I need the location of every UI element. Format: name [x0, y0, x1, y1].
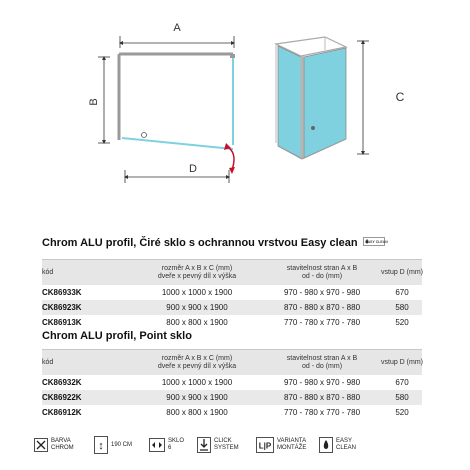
glass-thickness-icon [149, 438, 165, 452]
legend-item: ↕ 190 CM [94, 430, 132, 460]
feature-legend [34, 430, 434, 460]
table-row: CK86933K 1000 x 1000 x 1900 970 - 980 x 970 - 980 670 [42, 288, 409, 297]
dimension-diagrams [0, 0, 470, 215]
table-row: CK86922K 900 x 900 x 1900 870 - 880 x 870 - 880 580 [42, 390, 422, 405]
legend-item: EASY CLEAN [319, 430, 356, 460]
table-row: CK86923K 900 x 900 x 1900 870 - 880 x 870 - 880 580 [42, 300, 422, 315]
col-code: kód [42, 268, 54, 276]
click-system-icon [197, 437, 211, 453]
col-code: kód [42, 358, 54, 366]
isometric-view [276, 37, 405, 159]
svg-text:EASY CLEAN: EASY CLEAN [364, 240, 388, 245]
mounting-variant-icon [256, 437, 274, 453]
section-clear-glass [42, 236, 422, 330]
col-dims: rozměr A x B x C (mm) dveře x pevný díl x výška [157, 354, 237, 370]
col-entry: vstup D (mm) [381, 358, 423, 366]
col-adjust: stavitelnost stran A x B od - do (mm) [286, 354, 358, 370]
col-entry: vstup D (mm) [381, 268, 423, 276]
easy-clean-icon [319, 437, 333, 453]
table-header [42, 259, 422, 285]
section-title: Chrom ALU profil, Point sklo [42, 330, 192, 342]
table-row: CK86913K 800 x 800 x 1900 770 - 780 x 770 - 780 520 [42, 318, 409, 327]
label-d: D [189, 163, 197, 175]
col-dims: rozměr A x B x C (mm) dveře x pevný díl x výška [157, 264, 237, 280]
legend-item: CLICK SYSTEM [197, 430, 239, 460]
product-table [42, 349, 422, 420]
legend-item: BARVA CHROM [34, 430, 74, 460]
svg-text:↕: ↕ [98, 440, 104, 452]
section-point-glass [42, 329, 422, 420]
easy-clean-badge [363, 236, 388, 250]
legend-item: L|P VARIANTA MONTÁŽE [256, 430, 306, 460]
product-table [42, 259, 422, 330]
table-row: CK86912K 800 x 800 x 1900 770 - 780 x 770 - 780 520 [42, 408, 409, 417]
table-header [42, 349, 422, 375]
color-chrome-icon [34, 438, 48, 452]
product-drawings [0, 0, 470, 215]
col-adjust: stavitelnost stran A x B od - do (mm) [286, 264, 358, 280]
label-a: A [173, 22, 181, 34]
section-title: Chrom ALU profil, Čiré sklo s ochrannou vrstvou Easy clean EASY CLEAN [42, 237, 388, 249]
label-b: B [88, 98, 100, 106]
table-row: CK86932K 1000 x 1000 x 1900 970 - 980 x 970 - 980 670 [42, 378, 409, 387]
legend-item: SKLO 6 [149, 430, 184, 460]
svg-text:L|P: L|P [258, 441, 272, 451]
plan-view [88, 22, 235, 183]
label-c: C [395, 90, 405, 104]
height-icon [94, 436, 108, 454]
